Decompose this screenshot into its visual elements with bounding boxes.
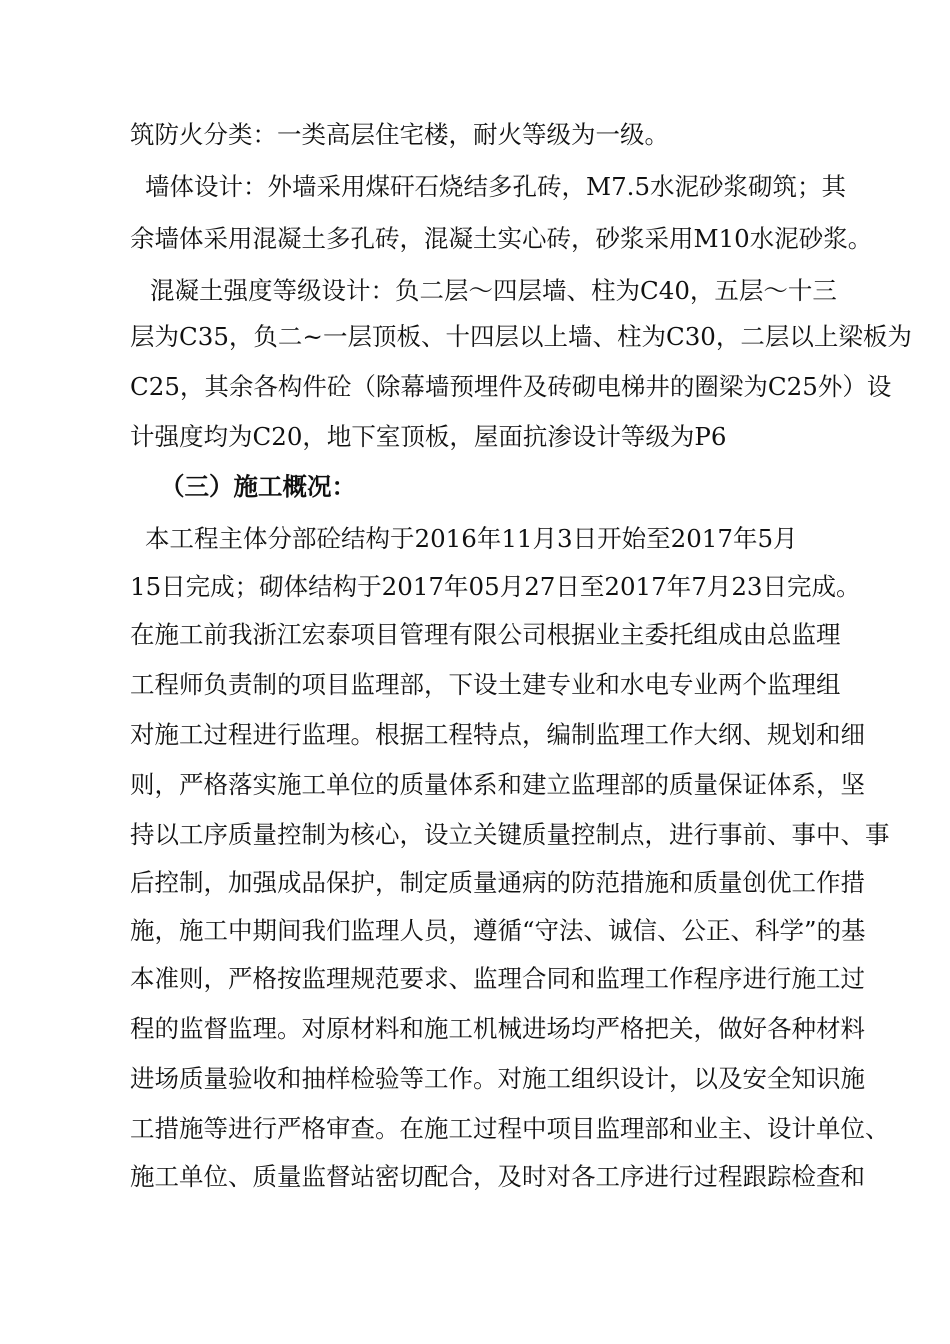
text-line: 施工单位、质量监督站密切配合，及时对各工序进行过程跟踪检查和 (130, 1162, 865, 1191)
text-line: 对施工过程进行监理。根据工程特点，编制监理工作大纲、规划和细 (130, 720, 865, 749)
section-heading: （三）施工概况： (160, 472, 356, 501)
text-line: 筑防火分类：一类高层住宅楼，耐火等级为一级。 (130, 120, 669, 149)
text-line: 工程师负责制的项目监理部，下设土建专业和水电专业两个监理组 (130, 670, 841, 699)
text-line: 施，施工中期间我们监理人员，遵循“守法、诚信、公正、科学”的基 (130, 916, 866, 945)
text-line: 持以工序质量控制为核心，设立关键质量控制点，进行事前、事中、事 (130, 820, 890, 849)
text-line: 15日完成；砌体结构于2017年05月27日至2017年7月23日完成。 (130, 572, 861, 601)
text-line: 进场质量验收和抽样检验等工作。对施工组织设计，以及安全知识施 (130, 1064, 865, 1093)
text-line: 本准则，严格按监理规范要求、监理合同和监理工作程序进行施工过 (130, 964, 865, 993)
text-line: 后控制，加强成品保护，制定质量通病的防范措施和质量创优工作措 (130, 868, 865, 897)
text-line: 程的监督监理。对原材料和施工机械进场均严格把关，做好各种材料 (130, 1014, 865, 1043)
text-line: C25，其余各构件砼（除幕墙预埋件及砖砌电梯井的圈梁为C25外）设 (130, 372, 892, 401)
text-line: 本工程主体分部砼结构于2016年11月3日开始至2017年5月 (145, 524, 798, 553)
text-line: 在施工前我浙江宏泰项目管理有限公司根据业主委托组成由总监理 (130, 620, 841, 649)
text-line: 层为C35，负二~一层顶板、十四层以上墙、柱为C30，二层以上梁板为 (130, 322, 912, 351)
text-line: 墙体设计：外墙采用煤矸石烧结多孔砖，M7.5水泥砂浆砌筑；其 (145, 172, 847, 201)
text-line: 工措施等进行严格审查。在施工过程中项目监理部和业主、设计单位、 (130, 1114, 890, 1143)
text-line: 混凝土强度等级设计：负二层～四层墙、柱为C40，五层～十三 (150, 276, 837, 305)
text-line: 计强度均为C20，地下室顶板，屋面抗渗设计等级为P6 (130, 422, 727, 451)
text-line: 则，严格落实施工单位的质量体系和建立监理部的质量保证体系，坚 (130, 770, 865, 799)
text-line: 余墙体采用混凝土多孔砖，混凝土实心砖，砂浆采用M10水泥砂浆。 (130, 224, 873, 253)
